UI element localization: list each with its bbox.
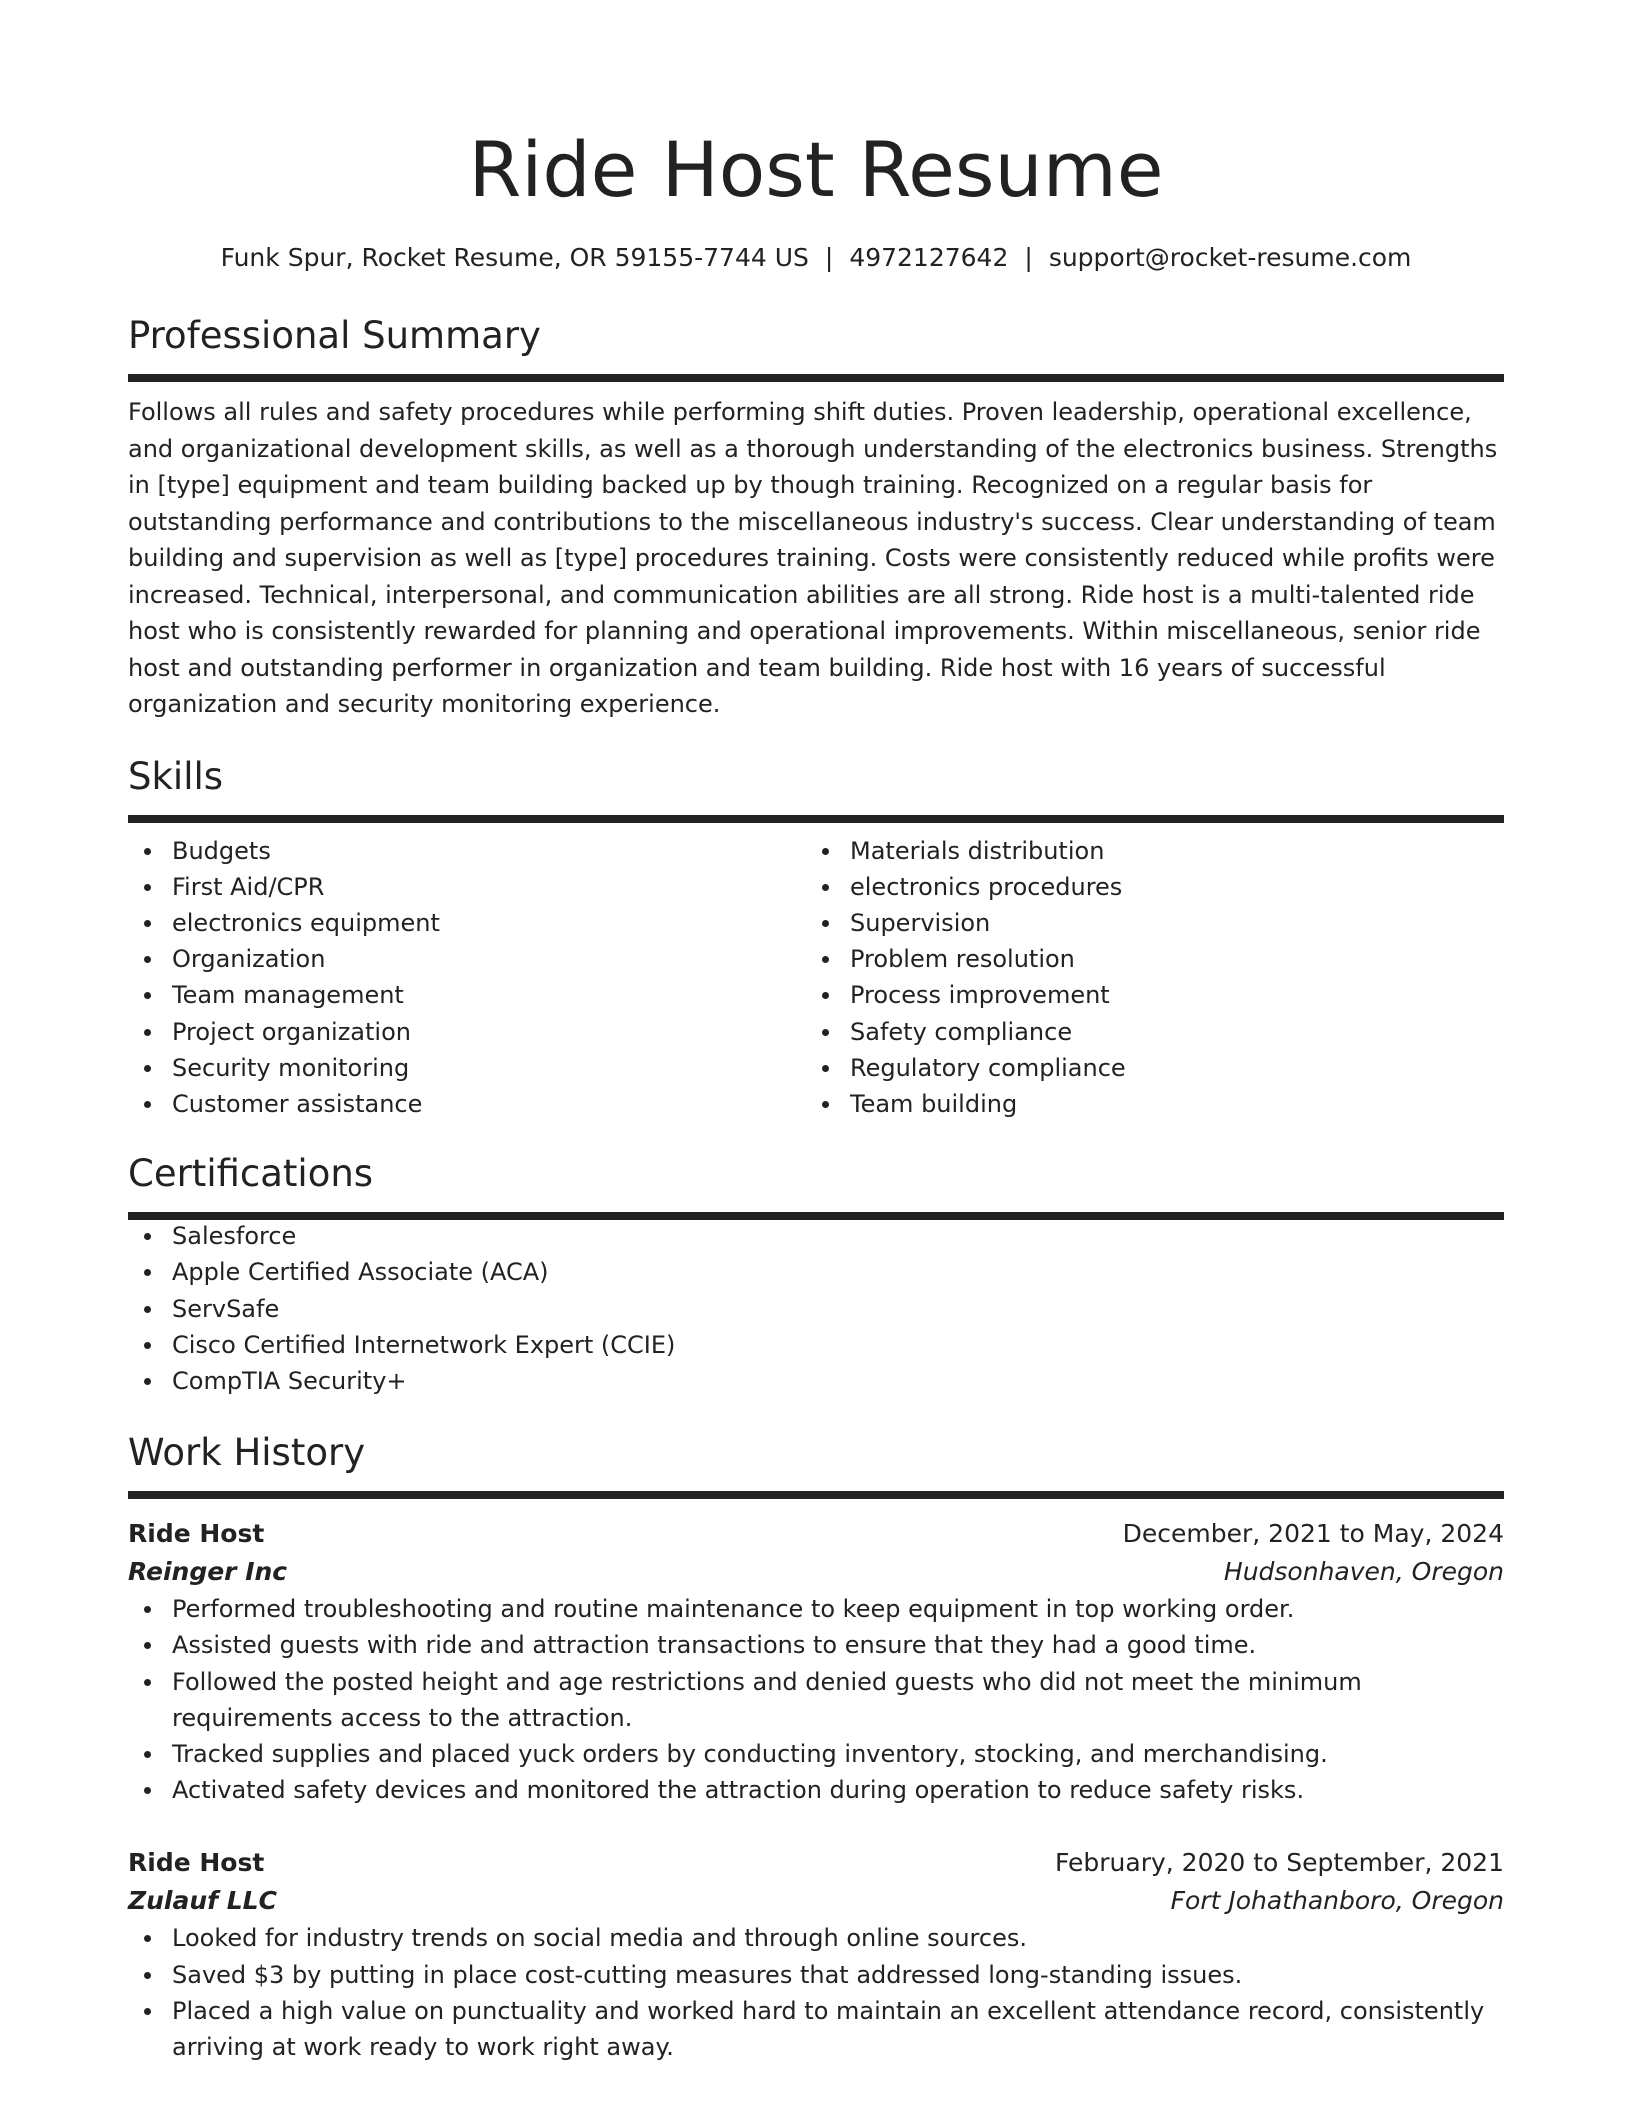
certification-item: Apple Certified Associate (ACA) [128, 1254, 1504, 1290]
job-entry [128, 1844, 1504, 2065]
skill-item: Budgets [128, 833, 806, 869]
certification-item: Cisco Certified Internetwork Expert (CCIE) [128, 1327, 1504, 1363]
section-divider [128, 374, 1504, 380]
certification-item: CompTIA Security+ [128, 1363, 1504, 1399]
job-header [128, 1515, 1504, 1553]
job-subheader [128, 1553, 1504, 1591]
skill-item: Customer assistance [128, 1086, 806, 1122]
skills-right-column [806, 833, 1484, 1123]
skill-item: Safety compliance [806, 1014, 1484, 1050]
job-title: Ride Host [128, 1519, 265, 1549]
contact-phone: 4972127642 [849, 243, 1009, 272]
job-company: Reinger Inc [128, 1557, 288, 1587]
skill-item: Regulatory compliance [806, 1050, 1484, 1086]
job-bullet-list [128, 1591, 1504, 1808]
section-divider [128, 1491, 1504, 1497]
section-title: Work History [128, 1431, 366, 1475]
section-title: Certifications [128, 1152, 374, 1196]
skill-item: Organization [128, 941, 806, 977]
job-bullet-list [128, 1920, 1504, 2065]
job-dates: February, 2020 to September, 2021 [1055, 1848, 1504, 1878]
section-certifications [128, 1150, 1504, 1399]
job-company: Zulauf LLC [128, 1886, 277, 1916]
skill-item: Supervision [806, 905, 1484, 941]
contact-separator: | [1024, 243, 1033, 272]
job-location: Fort Johathanboro, Oregon [1170, 1886, 1504, 1916]
summary-text: Follows all rules and safety procedures while performing shift duties. Proven leadership, operational excellence, and organizational development skills, as well as a thorough understanding of the electronics business. Strengths in [type] equipment and team building backed up by though training. Recognized on a regular basis for outstanding performance and contributions to the miscellaneous industry's success. Clear understanding of team building and supervision as well as [type] procedures training. Costs were consistently reduced while profits were increased. Technical, interpersonal, and communication abilities are all strong. Ride host is a multi-talented ride host who is consistently rewarded for planning and operational improvements. Within miscellaneous, senior ride host and outstanding performer in organization and team building. Ride host with 16 years of successful organization and security monitoring experience. [128, 398, 1498, 718]
skills-left-column [128, 833, 806, 1123]
job-bullet: Activated safety devices and monitored the attraction during operation to reduce safety risks. [128, 1772, 1504, 1808]
job-dates: December, 2021 to May, 2024 [1122, 1519, 1504, 1549]
certification-item: ServSafe [128, 1291, 1504, 1327]
job-bullet: Performed troubleshooting and routine maintenance to keep equipment in top working order. [128, 1591, 1504, 1627]
job-bullet: Looked for industry trends on social media and through online sources. [128, 1920, 1504, 1956]
skill-item: Problem resolution [806, 941, 1484, 977]
job-location: Hudsonhaven, Oregon [1223, 1557, 1504, 1587]
certification-list [128, 1218, 1504, 1399]
section-professional-summary [128, 312, 1504, 723]
job-title: Ride Host [128, 1848, 265, 1878]
job-bullet: Followed the posted height and age restrictions and denied guests who did not meet the minimum requirements access to the attraction. [128, 1664, 1504, 1736]
skill-item: Materials distribution [806, 833, 1484, 869]
job-header [128, 1844, 1504, 1882]
contact-separator: | [824, 243, 834, 272]
job-subheader [128, 1882, 1504, 1920]
resume-title: Ride Host Resume [468, 125, 1164, 214]
skill-item: Security monitoring [128, 1050, 806, 1086]
skill-item: Team building [806, 1086, 1484, 1122]
resume-page [128, 0, 1504, 2065]
contact-email: support@rocket-resume.com [1048, 243, 1412, 272]
certification-item: Salesforce [128, 1218, 1504, 1254]
skill-item: Team management [128, 977, 806, 1013]
skill-item: Project organization [128, 1014, 806, 1050]
section-title: Professional Summary [128, 314, 541, 357]
job-bullet: Saved $3 by putting in place cost-cutting measures that addressed long-standing issues. [128, 1957, 1504, 1993]
skills-grid [128, 833, 1504, 1123]
section-divider [128, 815, 1504, 821]
skill-item: electronics equipment [128, 905, 806, 941]
skill-item: Process improvement [806, 977, 1484, 1013]
contact-line [128, 240, 1504, 276]
section-title: Skills [128, 754, 224, 798]
job-entry [128, 1515, 1504, 1808]
section-skills [128, 753, 1504, 1123]
skill-item: First Aid/CPR [128, 869, 806, 905]
contact-address: Funk Spur, Rocket Resume, OR 59155-7744 US [220, 243, 809, 272]
skill-item: electronics procedures [806, 869, 1484, 905]
job-bullet: Tracked supplies and placed yuck orders by conducting inventory, stocking, and merchandising. [128, 1736, 1504, 1772]
section-work-history [128, 1429, 1504, 2065]
job-bullet: Assisted guests with ride and attraction transactions to ensure that they had a good time. [128, 1627, 1504, 1663]
job-bullet: Placed a high value on punctuality and worked hard to maintain an excellent attendance record, consistently arriving at work ready to work right away. [128, 1993, 1504, 2065]
